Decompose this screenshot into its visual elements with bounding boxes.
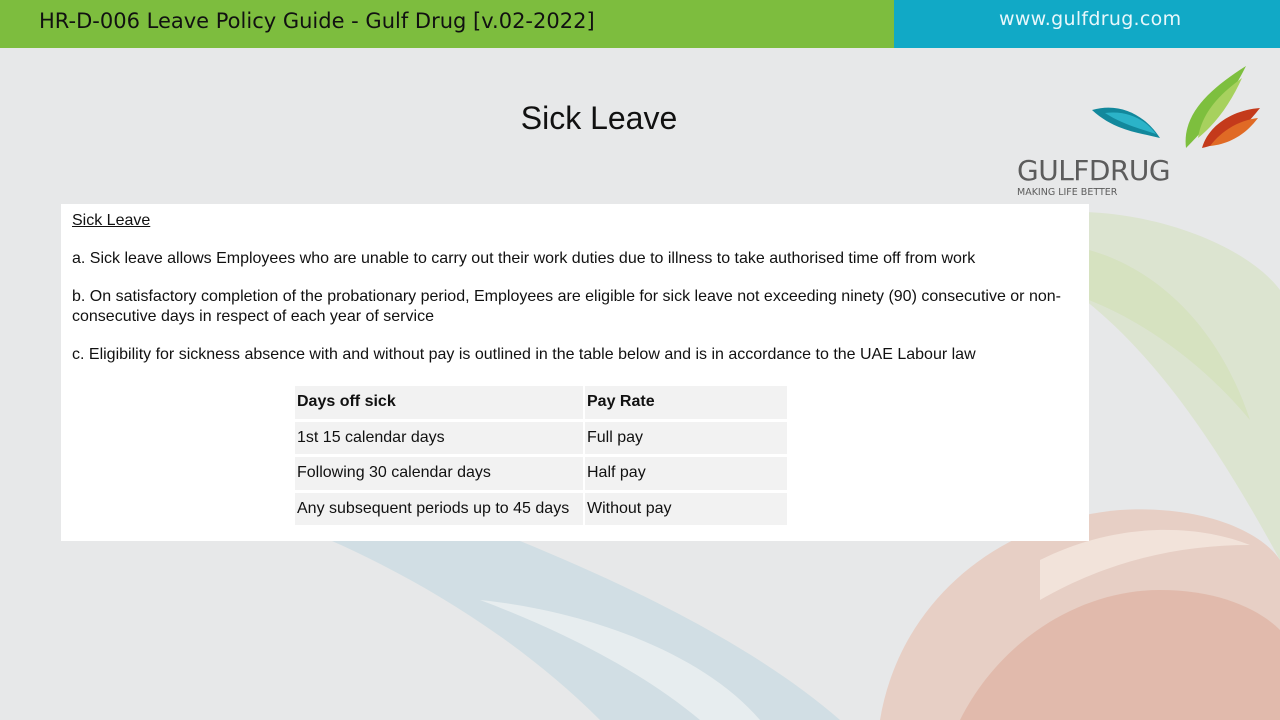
column-header-days: Days off sick <box>295 386 585 419</box>
table-header-row <box>295 386 787 419</box>
document-title: HR-D-006 Leave Policy Guide - Gulf Drug [v.02-2022] <box>39 9 595 33</box>
content-panel <box>61 204 1089 541</box>
gulfdrug-logo <box>1010 60 1270 205</box>
header-url-section <box>894 0 1280 48</box>
table-cell-pay: Half pay <box>585 457 787 490</box>
header-title-section <box>0 0 894 48</box>
paragraph-c: c. Eligibility for sickness absence with and without pay is outlined in the table below and is in accordance to the UAE Labour law <box>72 346 976 363</box>
paragraph-b: b. On satisfactory completion of the probationary period, Employees are eligible for sick leave not exceeding ninety (90) consecutive or non-consecutive days in respect of each year of service <box>72 288 1061 325</box>
table-cell-pay: Full pay <box>585 422 787 455</box>
table-row <box>295 493 787 526</box>
section-heading: Sick Leave <box>72 212 151 229</box>
table-row <box>295 422 787 455</box>
table-cell-pay: Without pay <box>585 493 787 526</box>
table-row <box>295 457 787 490</box>
table-cell-days: Following 30 calendar days <box>295 457 585 490</box>
slide-title: Sick Leave <box>520 100 678 136</box>
leaf-logo-icon <box>1010 60 1270 155</box>
brand-tagline: MAKING LIFE BETTER <box>1017 187 1118 198</box>
table-cell-days: 1st 15 calendar days <box>295 422 585 455</box>
column-header-pay-rate: Pay Rate <box>585 386 787 419</box>
website-link[interactable]: www.gulfdrug.com <box>999 8 1182 30</box>
table-cell-days: Any subsequent periods up to 45 days <box>295 493 585 526</box>
header-bar <box>0 0 1280 48</box>
brand-name: GULFDRUG <box>1017 154 1171 187</box>
sick-leave-table <box>295 383 787 528</box>
paragraph-a: a. Sick leave allows Employees who are unable to carry out their work duties due to illness to take authorised time off from work <box>72 250 976 267</box>
